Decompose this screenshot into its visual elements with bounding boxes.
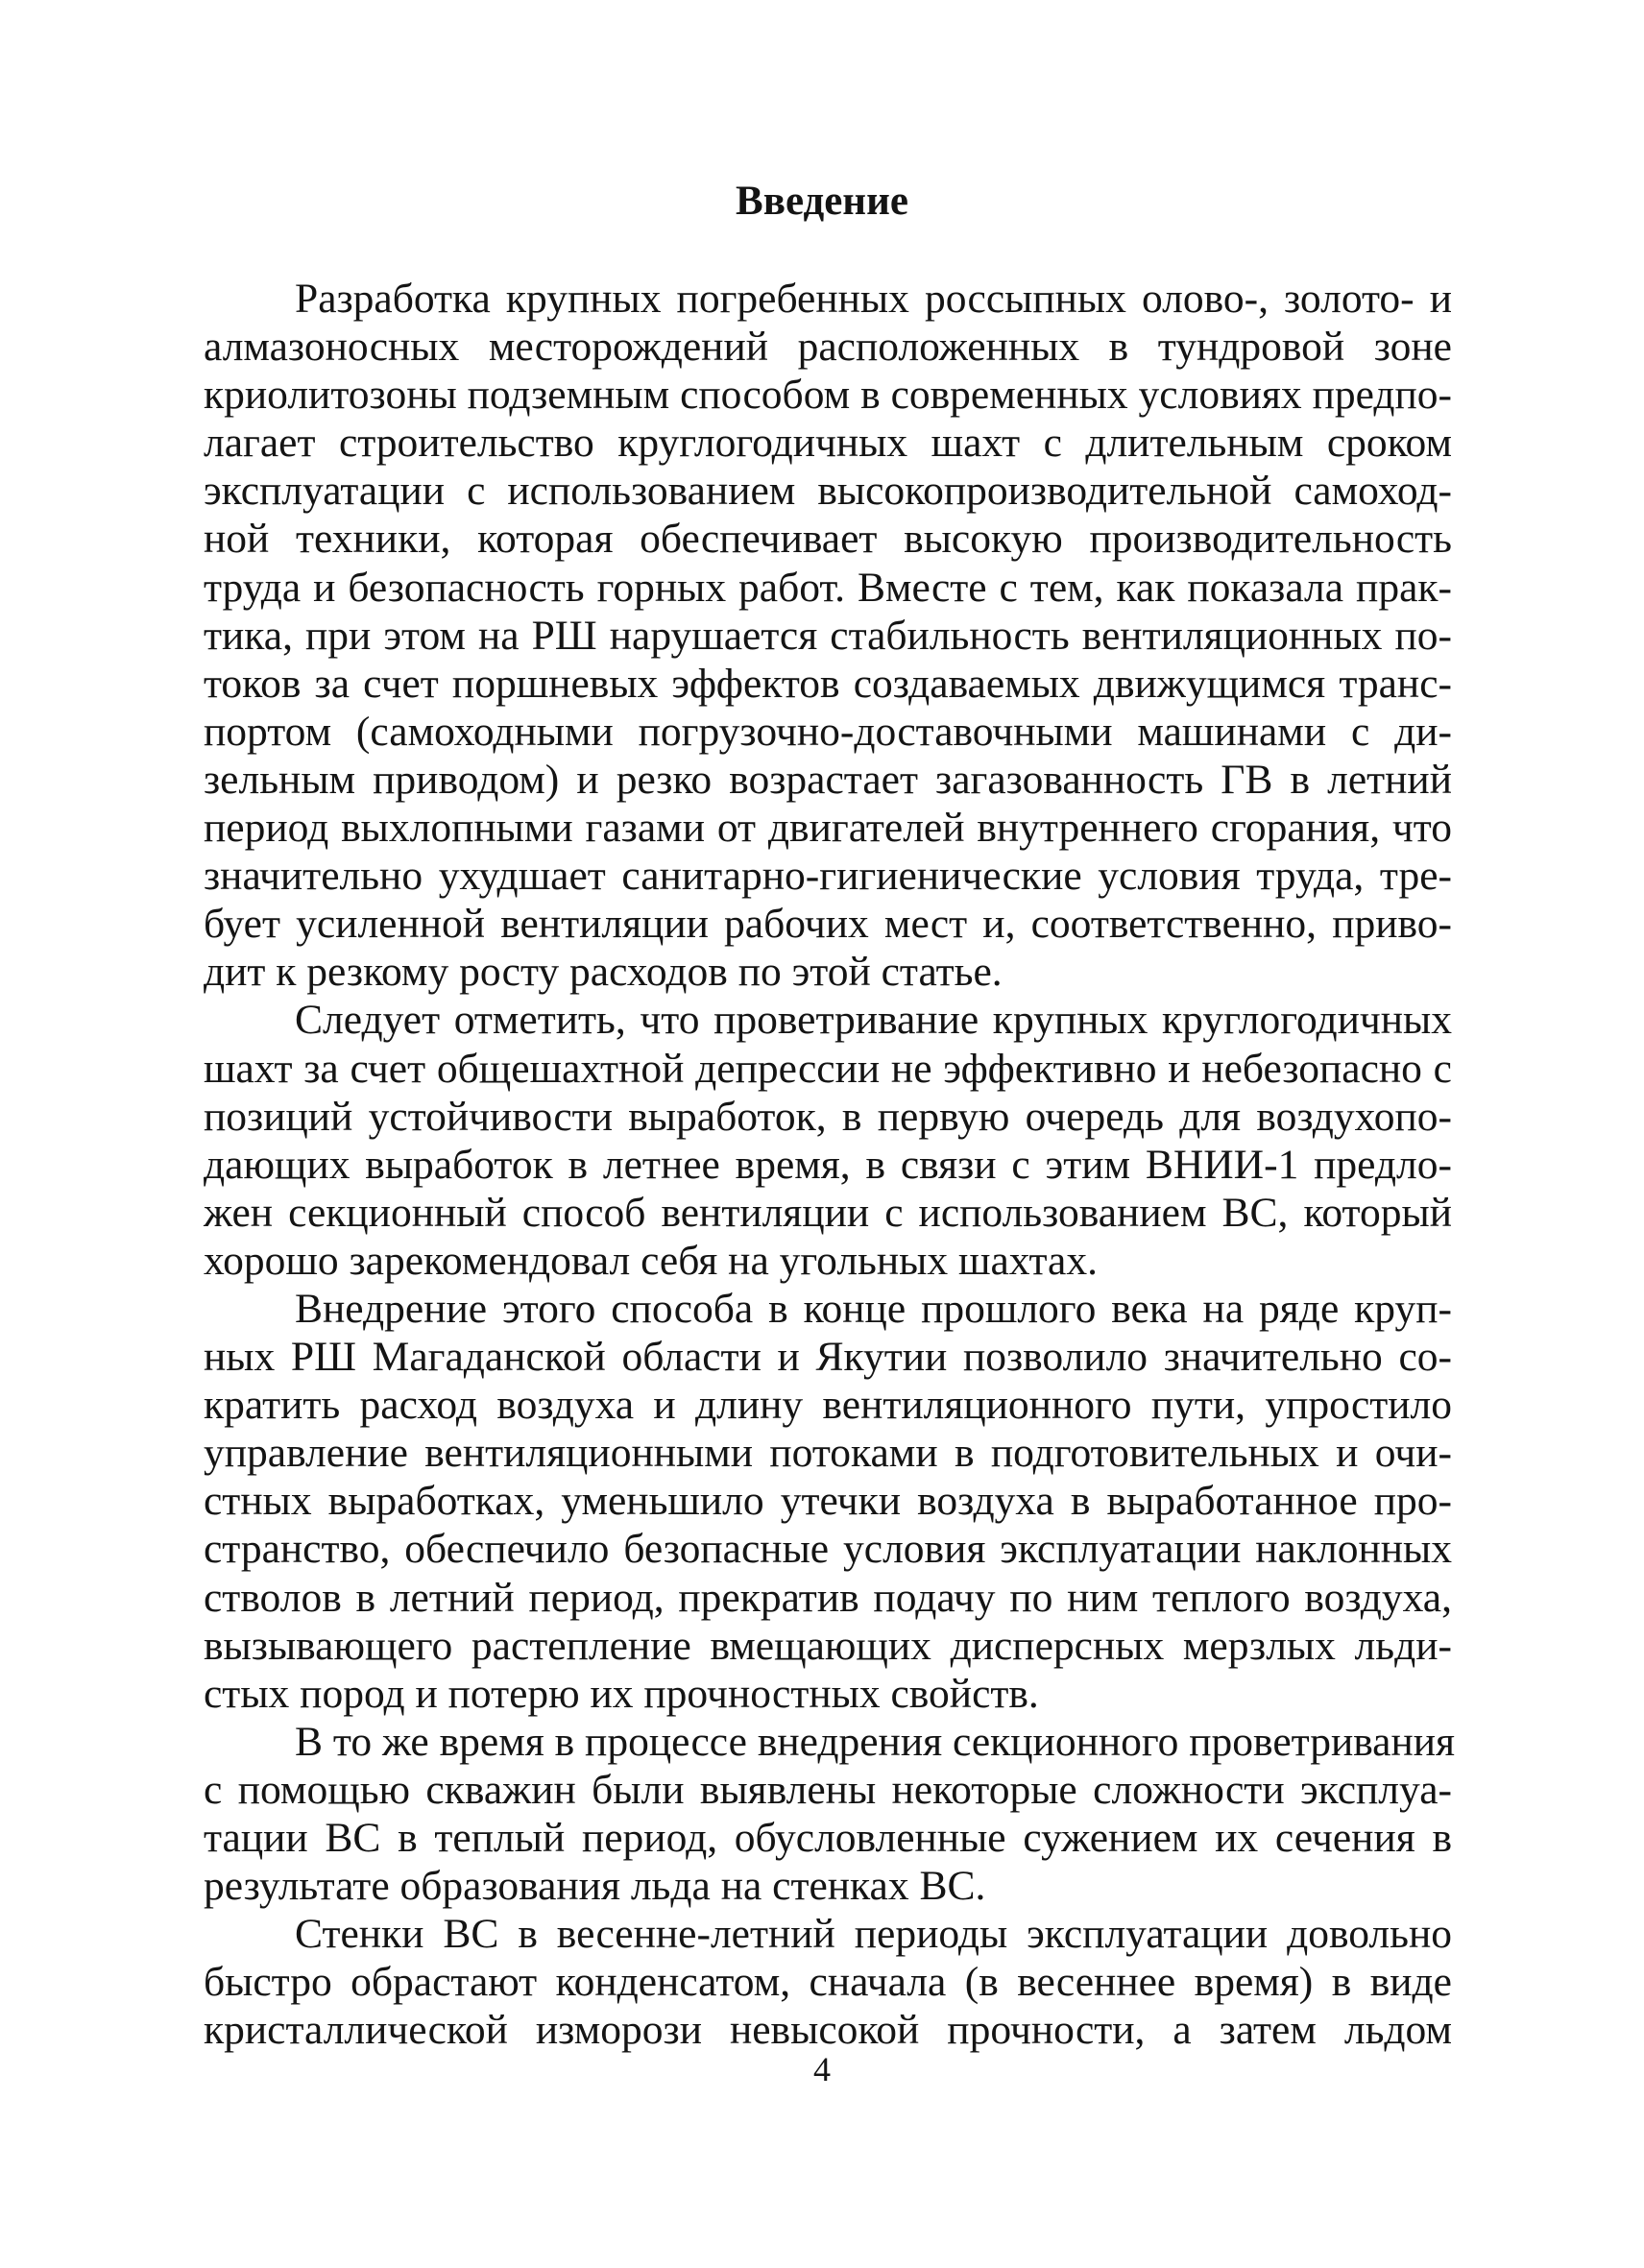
text-line: В то же время в процессе внедрения секционного проветривания	[295, 1718, 1456, 1765]
text-line: криолитозоны подземным способом в современных условиях предпо-	[204, 372, 1452, 419]
text-line: тации ВС в теплый период, обусловленные сужением их сечения в	[204, 1815, 1452, 1861]
text-line: период выхлопными газами от двигателей внутреннего сгорания, что	[204, 805, 1452, 852]
text-line: странство, обеспечило безопасные условия эксплуатации наклонных	[204, 1526, 1452, 1573]
text-line: дающих выработок в летнее время, в связи с этим ВНИИ-1 предло-	[204, 1141, 1452, 1188]
page-number: 4	[813, 2050, 831, 2088]
text-line: жен секционный способ вентиляции с использованием ВС, который	[204, 1189, 1452, 1236]
page-title: Введение	[736, 179, 908, 224]
text-line: с помощью скважин были выявлены некоторые сложности эксплуа-	[204, 1766, 1452, 1813]
text-line: дит к резкому росту расходов по этой статье.	[204, 949, 1003, 996]
text-line: тика, при этом на РШ нарушается стабильность вентиляционных по-	[204, 612, 1452, 659]
text-line: Следует отметить, что проветривание крупных круглогодичных	[295, 997, 1452, 1044]
text-line: шахт за счет общешахтной депрессии не эффективно и небезопасно с	[204, 1045, 1452, 1092]
text-line: портом (самоходными погрузочно-доставочными машинами с ди-	[204, 708, 1452, 755]
text-line: результате образования льда на стенках ВС.	[204, 1863, 986, 1910]
text-line: эксплуатации с использованием высокопроизводительной самоход-	[204, 468, 1452, 515]
text-line: Разработка крупных погребенных россыпных олово-, золото- и	[295, 276, 1452, 322]
text-line: стволов в летний период, прекратив подачу по ним теплого воздуха,	[204, 1574, 1452, 1621]
text-line: вызывающего растепление вмещающих дисперсных мерзлых льди-	[204, 1622, 1452, 1669]
text-line: быстро обрастают конденсатом, сначала (в весеннее время) в виде	[204, 1959, 1452, 2006]
text-line: алмазоносных месторождений расположенных в тундровой зоне	[204, 324, 1452, 371]
body-text	[204, 275, 1456, 2054]
text-line: хорошо зарекомендовал себя на угольных шахтах.	[204, 1237, 1098, 1284]
text-line: стых пород и потерю их прочностных свойств.	[204, 1670, 1039, 1717]
text-line: бует усиленной вентиляции рабочих мест и, соответственно, приво-	[204, 901, 1452, 948]
text-line: лагает строительство круглогодичных шахт с длительным сроком	[204, 420, 1452, 467]
text-line: зельным приводом) и резко возрастает загазованность ГВ в летний	[204, 756, 1452, 803]
text-line: ной техники, которая обеспечивает высокую производительность	[204, 516, 1452, 563]
text-line: позиций устойчивости выработок, в первую очередь для воздухопо-	[204, 1093, 1452, 1140]
text-line: Стенки ВС в весенне-летний периоды эксплуатации довольно	[295, 1911, 1452, 1958]
text-line: кратить расход воздуха и длину вентиляционного пути, упростило	[204, 1382, 1452, 1429]
text-line: токов за счет поршневых эффектов создаваемых движущимся транс-	[204, 660, 1452, 707]
text-line: управление вентиляционными потоками в подготовительных и очи-	[204, 1430, 1452, 1477]
text-line: Внедрение этого способа в конце прошлого века на ряде круп-	[295, 1285, 1452, 1332]
text-line: кристаллической изморози невысокой прочности, а затем льдом	[204, 2007, 1452, 2054]
text-line: значительно ухудшает санитарно-гигиенические условия труда, тре-	[204, 853, 1452, 900]
text-line: ных РШ Магаданской области и Якутии позволило значительно со-	[204, 1334, 1452, 1381]
text-line: стных выработках, уменьшило утечки воздуха в выработанное про-	[204, 1478, 1452, 1525]
text-line: труда и безопасность горных работ. Вместе с тем, как показала прак-	[204, 564, 1452, 611]
